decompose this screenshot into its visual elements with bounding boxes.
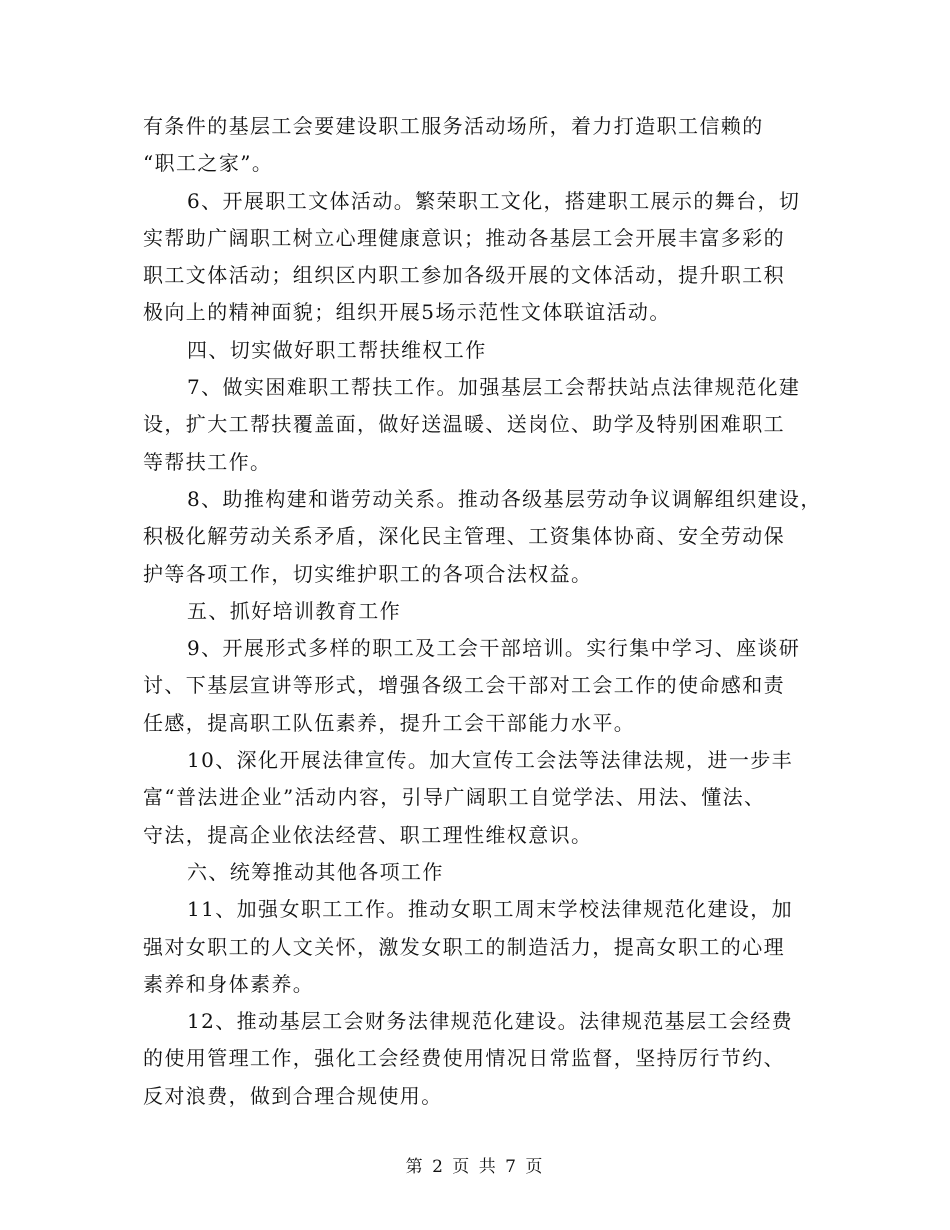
paragraph-heading-item-12: 12、推动基层工会财务法律规范化建设。法律规范基层工会经费 xyxy=(187,1009,794,1034)
paragraph-heading-item-10: 10、深化开展法律宣传。加大宣传工会法等法律法规，进一步丰 xyxy=(187,748,794,773)
paragraph-heading-item-11: 11、加强女职工工作。推动女职工周末学校法律规范化建设，加 xyxy=(187,897,794,922)
text-line: 守法，提高企业依法经营、职工理性维权意识。 xyxy=(143,822,593,847)
document-body xyxy=(143,108,822,1115)
paragraph-heading-item-9: 9、开展形式多样的职工及工会干部培训。实行集中学习、座谈研 xyxy=(187,636,801,661)
text-line: 任感，提高职工队伍素养，提升工会干部能力水平。 xyxy=(143,710,636,735)
text-line: 有条件的基层工会要建设职工服务活动场所，着力打造职工信赖的 xyxy=(143,114,764,138)
section-heading-5: 五、抓好培训教育工作 xyxy=(187,598,401,623)
section-heading-4: 四、切实做好职工帮扶维权工作 xyxy=(187,337,487,362)
paragraph-heading-item-6: 6、开展职工文体活动。繁荣职工文化，搭建职工展示的舞台，切 xyxy=(187,188,801,213)
paragraph-heading-item-8: 8、助推构建和谐劳动关系。推动各级基层劳动争议调解组织建设， xyxy=(187,486,822,511)
text-line: 反对浪费，做到合理合规使用。 xyxy=(143,1083,443,1108)
text-line: 积极化解劳动关系矛盾，深化民主管理、工资集体协商、安全劳动保 xyxy=(143,524,785,549)
text-line: 实帮助广阔职工树立心理健康意识；推动各基层工会开展丰富多彩的 xyxy=(143,225,785,250)
text-line: 护等各项工作，切实维护职工的各项合法权益。 xyxy=(143,561,593,586)
paragraph-heading-item-7: 7、做实困难职工帮扶工作。加强基层工会帮扶站点法律规范化建 xyxy=(187,375,801,400)
text-line: 富“普法进企业”活动内容，引导广阔职工自觉学法、用法、懂法、 xyxy=(143,785,766,810)
text-line: “职工之家”。 xyxy=(143,151,274,176)
text-line: 的使用管理工作，强化工会经费使用情况日常监督，坚持厉行节约、 xyxy=(143,1046,785,1071)
text-line: 职工文体活动；组织区内职工参加各级开展的文体活动，提升职工积 xyxy=(143,263,785,288)
text-line: 强对女职工的人文关怀，激发女职工的制造活力，提高女职工的心理 xyxy=(143,934,785,959)
page-number-footer: 第 2 页 共 7 页 xyxy=(405,1157,545,1177)
section-heading-6: 六、统筹推动其他各项工作 xyxy=(187,859,444,884)
text-line: 等帮扶工作。 xyxy=(143,449,272,474)
text-line: 极向上的精神面貌；组织开展5场示范性文体联谊活动。 xyxy=(143,300,671,325)
text-line: 设，扩大工帮扶覆盖面，做好送温暖、送岗位、助学及特别困难职工 xyxy=(143,412,785,437)
text-line: 素养和身体素养。 xyxy=(143,971,315,996)
text-line: 讨、下基层宣讲等形式，增强各级工会干部对工会工作的使命感和责 xyxy=(143,673,785,698)
